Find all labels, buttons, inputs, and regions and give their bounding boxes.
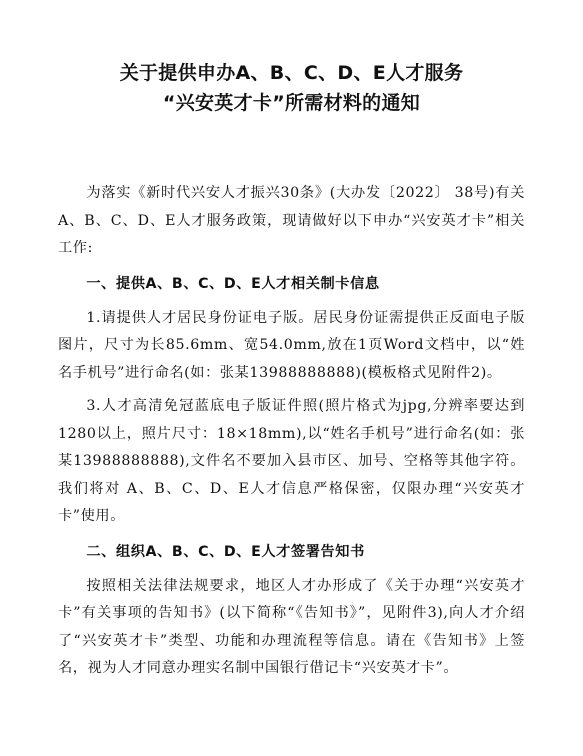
item-1-paragraph: 1.请提供人才居民身份证电子版。居民身份证需提供正反面电子版图片，尺寸为长85.6mm、宽54.0mm,放在1页Word文档中，以“姓名手机号”进行命名(如：张某13988888888)(模板格式见附件2)。 [58,309,525,381]
section-1-heading: 一、提供A、B、C、D、E人才相关制卡信息 [86,275,380,292]
intro-paragraph: 为落实《新时代兴安人才振兴30条》(大办发〔2022〕 38号)有关A、B、C、D、E人才服务政策，现请做好以下申办“兴安英才卡”相关工作: [58,185,525,256]
section-2-heading: 二、组织A、B、C、D、E人才签署告知书 [86,543,365,560]
document-title-line-1: 关于提供申办A、B、C、D、E人才服务 [119,62,464,84]
document-title-line-2: “兴安英才卡”所需材料的通知 [162,92,421,114]
title-spacer [58,118,525,180]
item-3-paragraph: 3.人才高清免冠蓝底电子版证件照(照片格式为jpg,分辨率要达到1280以上，照片尺寸：18×18mm),以“姓名手机号”进行命名(如：张某13988888888),文件名不要加入县市区、加号、空格等其他字符。我们将对 A、B、C、D、E人才信息严格保密，仅限办理“兴安英才卡”使用。 [58,398,525,524]
sign-paragraph: 按照相关法律法规要求，地区人才办形成了《关于办理“兴安英才卡”有关事项的告知书》(以下简称“《告知书》”，见附件3),向人才介绍了“兴安英才卡”类型、功能和办理流程等信息。请在《告知书》上签名，视为人才同意办理实名制中国银行借记卡“兴安英才卡”。 [58,577,525,676]
